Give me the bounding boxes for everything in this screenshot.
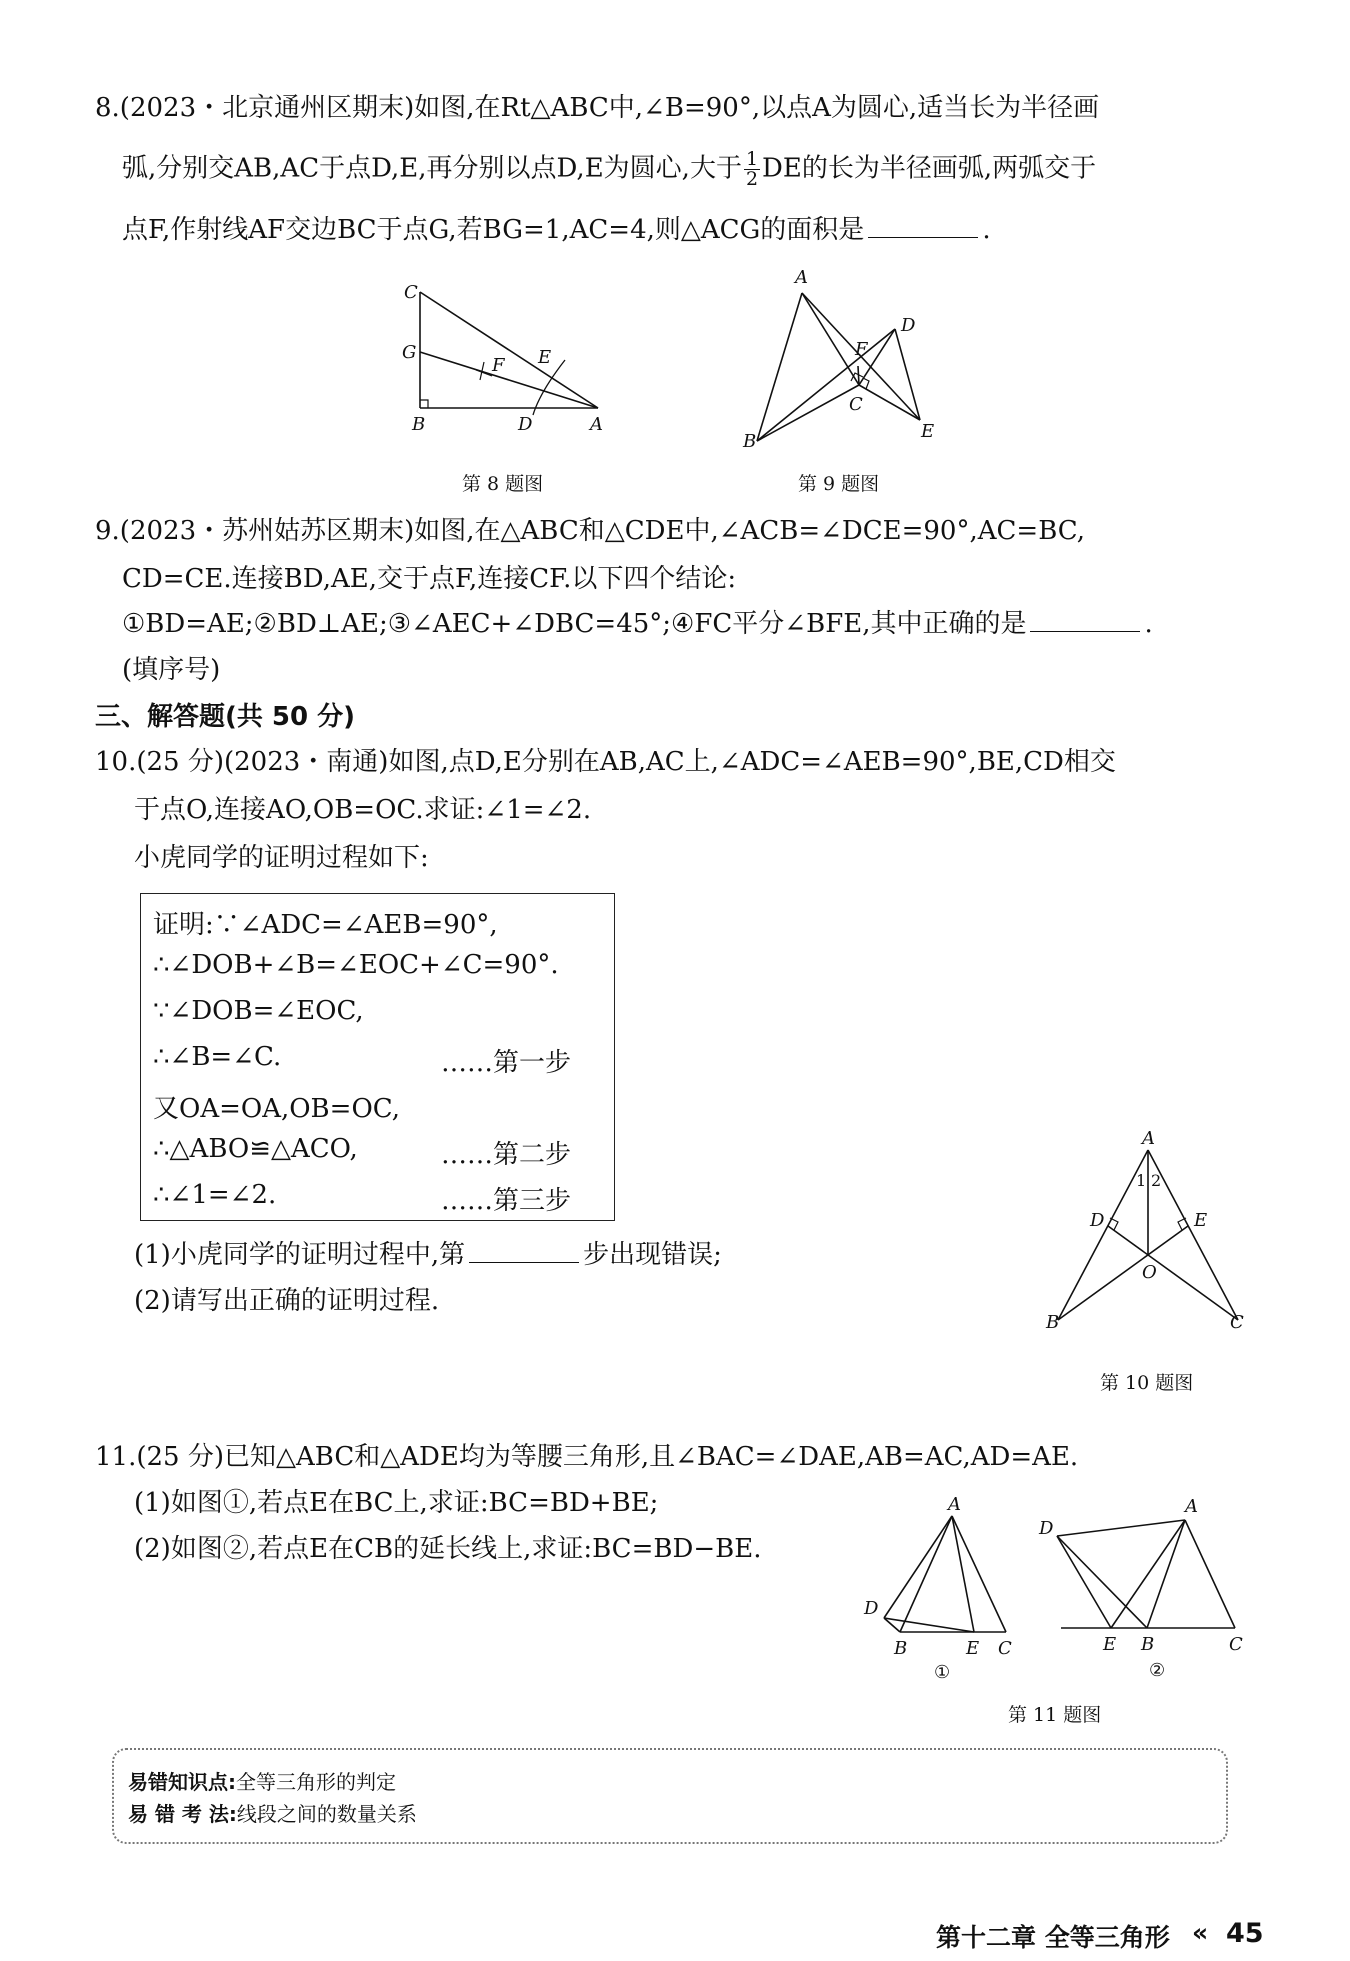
label-angle-2: 2 — [1151, 1171, 1162, 1190]
q9-line1: 9.(2023・苏州姑苏区期末)如图,在△ABC和△CDE中,∠ACB=∠DCE=90°,AC=BC, — [95, 516, 1086, 546]
q10-sub1-b: 步出现错误; — [583, 1240, 722, 1270]
label-angle-1: 1 — [1136, 1171, 1147, 1190]
proof-line: ∴∠1=∠2. — [153, 1180, 277, 1210]
segment-ab — [1058, 1150, 1148, 1320]
label-C: C — [1229, 1634, 1243, 1655]
label-C: C — [998, 1638, 1012, 1659]
chapter-title: 第十二章 全等三角形 — [936, 1923, 1170, 1952]
label-A: A — [948, 1494, 961, 1515]
label-B: B — [743, 431, 757, 452]
figure-8 — [400, 280, 603, 440]
q10-line1: 10.(25 分)(2023・南通)如图,点D,E分别在AB,AC上,∠ADC=∠AEB=90°,BE,CD相交 — [95, 747, 1116, 777]
label-E: E — [921, 421, 935, 442]
proof-step-label: ……第三步 — [441, 1186, 572, 1216]
proof-line: ∴∠DOB+∠B=∠EOC+∠C=90°. — [153, 950, 559, 980]
note-box — [112, 1748, 1228, 1844]
note-line-2 — [128, 1798, 417, 1827]
label-A: A — [795, 267, 808, 288]
label-E: E — [1194, 1210, 1208, 1231]
label-G: G — [402, 342, 417, 363]
q11-line1: 11.(25 分)已知△ABC和△ADE均为等腰三角形,且∠BAC=∠DAE,AB=AC,AD=AE. — [95, 1442, 1079, 1472]
label-C: C — [404, 282, 418, 303]
label-B: B — [894, 1638, 908, 1659]
label-D: D — [518, 414, 533, 435]
label-E: E — [1103, 1634, 1117, 1655]
proof-step-label: ……第二步 — [441, 1140, 572, 1170]
label-B: B — [1141, 1634, 1155, 1655]
segment-ab — [900, 1516, 952, 1632]
proof-line: ∴∠B=∠C. — [153, 1042, 282, 1072]
figure-number-2: ② — [1149, 1660, 1166, 1681]
figure-11-caption: 第 11 题图 — [1008, 1704, 1102, 1726]
label-F: F — [855, 339, 868, 360]
note-value-1: 全等三角形的判定 — [236, 1770, 396, 1794]
figure-11-1 — [860, 1490, 1012, 1683]
q10-line2: 于点O,连接AO,OB=OC.求证:∠1=∠2. — [134, 795, 592, 825]
segment-cd — [1108, 1226, 1238, 1320]
label-B: B — [412, 414, 426, 435]
note-value-2: 线段之间的数量关系 — [236, 1802, 417, 1826]
q8-line3-text: 点F,作射线AF交边BC于点G,若BG=1,AC=4,则△ACG的面积是 — [122, 215, 865, 245]
q10-sub1-a: (1)小虎同学的证明过程中,第 — [134, 1240, 466, 1270]
q8-line2-b: DE的长为半径画弧,两弧交于 — [762, 153, 1097, 184]
segment-ca — [420, 292, 598, 408]
proof-line: 证明:∵∠ADC=∠AEB=90°, — [153, 910, 498, 940]
q8-line3-end: . — [982, 215, 991, 245]
label-E: E — [966, 1638, 980, 1659]
q9-answer-blank[interactable] — [1030, 609, 1140, 632]
q8-answer-blank[interactable] — [868, 215, 978, 238]
fraction-one-half — [744, 150, 760, 189]
label-O: O — [1142, 1262, 1157, 1283]
q9-line3 — [122, 607, 1153, 641]
label-D: D — [864, 1598, 879, 1619]
label-E: E — [538, 347, 552, 368]
fraction-denominator: 2 — [745, 168, 759, 190]
proof-line: ∵∠DOB=∠EOC, — [153, 996, 364, 1026]
right-angle-mark — [420, 400, 428, 408]
figure-9 — [743, 265, 945, 452]
label-D: D — [1039, 1518, 1054, 1539]
segment-ac — [952, 1516, 1006, 1632]
segment-ac — [1185, 1520, 1235, 1628]
q8-line1: 8.(2023・北京通州区期末)如图,在Rt△ABC中,∠B=90°,以点A为圆心,适当长为半径画 — [95, 93, 1100, 123]
q9-line4: (填序号) — [122, 655, 221, 685]
label-F: F — [492, 355, 505, 376]
figure-10-caption: 第 10 题图 — [1100, 1372, 1194, 1394]
figure-9-caption: 第 9 题图 — [798, 473, 880, 495]
label-C: C — [1230, 1312, 1244, 1333]
q11-sub1: (1)如图①,若点E在BC上,求证:BC=BD+BE; — [134, 1488, 659, 1518]
fraction-numerator: 1 — [745, 148, 759, 170]
q8-line2 — [122, 150, 1096, 189]
proof-step-label: ……第一步 — [441, 1048, 572, 1078]
segment-ab — [1147, 1520, 1185, 1628]
label-B: B — [1046, 1312, 1060, 1333]
double-chevron-left-icon: « — [1192, 1918, 1209, 1947]
q10-answer-blank[interactable] — [469, 1240, 579, 1263]
proof-line: ∴△ABO≌△ACO, — [153, 1134, 358, 1164]
q10-sub1 — [134, 1238, 722, 1272]
note-line-1 — [128, 1766, 396, 1795]
segment-ab — [757, 293, 802, 441]
q9-line3-text: ①BD=AE;②BD⊥AE;③∠AEC+∠DBC=45°;④FC平分∠BFE,其中正确的是 — [122, 609, 1027, 639]
figure-10 — [1040, 1128, 1244, 1333]
segment-ac — [802, 293, 859, 385]
arc-mark-2 — [476, 370, 492, 376]
figure-11-2 — [1035, 1490, 1243, 1681]
figure-number-1: ① — [934, 1662, 951, 1683]
segment-ac — [1148, 1150, 1238, 1320]
label-A: A — [1185, 1496, 1198, 1517]
figure-8-caption: 第 8 题图 — [462, 473, 544, 495]
label-C: C — [849, 394, 863, 415]
section-heading: 三、解答题(共 50 分) — [95, 702, 356, 732]
segment-ad — [884, 1516, 952, 1618]
q9-line2: CD=CE.连接BD,AE,交于点F,连接CF.以下四个结论: — [122, 564, 737, 594]
note-label-2: 易 错 考 法: — [128, 1802, 237, 1826]
q10-line3: 小虎同学的证明过程如下: — [134, 843, 429, 873]
segment-ae — [952, 1516, 974, 1632]
label-D: D — [1090, 1210, 1105, 1231]
label-A: A — [1142, 1128, 1155, 1149]
segment-bd — [757, 329, 895, 441]
q10-sub2: (2)请写出正确的证明过程. — [134, 1286, 440, 1316]
segment-ga — [420, 352, 598, 408]
q8-line3 — [122, 213, 991, 247]
segment-ae — [1111, 1520, 1185, 1628]
segment-ad — [1057, 1520, 1185, 1536]
q8-line2-a: 弧,分别交AB,AC于点D,E,再分别以点D,E为圆心,大于 — [122, 153, 742, 184]
note-label-1: 易错知识点: — [128, 1770, 236, 1794]
label-D: D — [901, 315, 916, 336]
segment-be — [1058, 1226, 1188, 1320]
proof-line: 又OA=OA,OB=OC, — [153, 1094, 400, 1124]
proof-box — [140, 893, 615, 1221]
label-A: A — [590, 414, 603, 435]
segment-ce — [859, 385, 920, 420]
q9-line3-end: . — [1144, 609, 1153, 639]
page-number: 45 — [1226, 1918, 1264, 1949]
q11-sub2: (2)如图②,若点E在CB的延长线上,求证:BC=BD−BE. — [134, 1534, 762, 1564]
